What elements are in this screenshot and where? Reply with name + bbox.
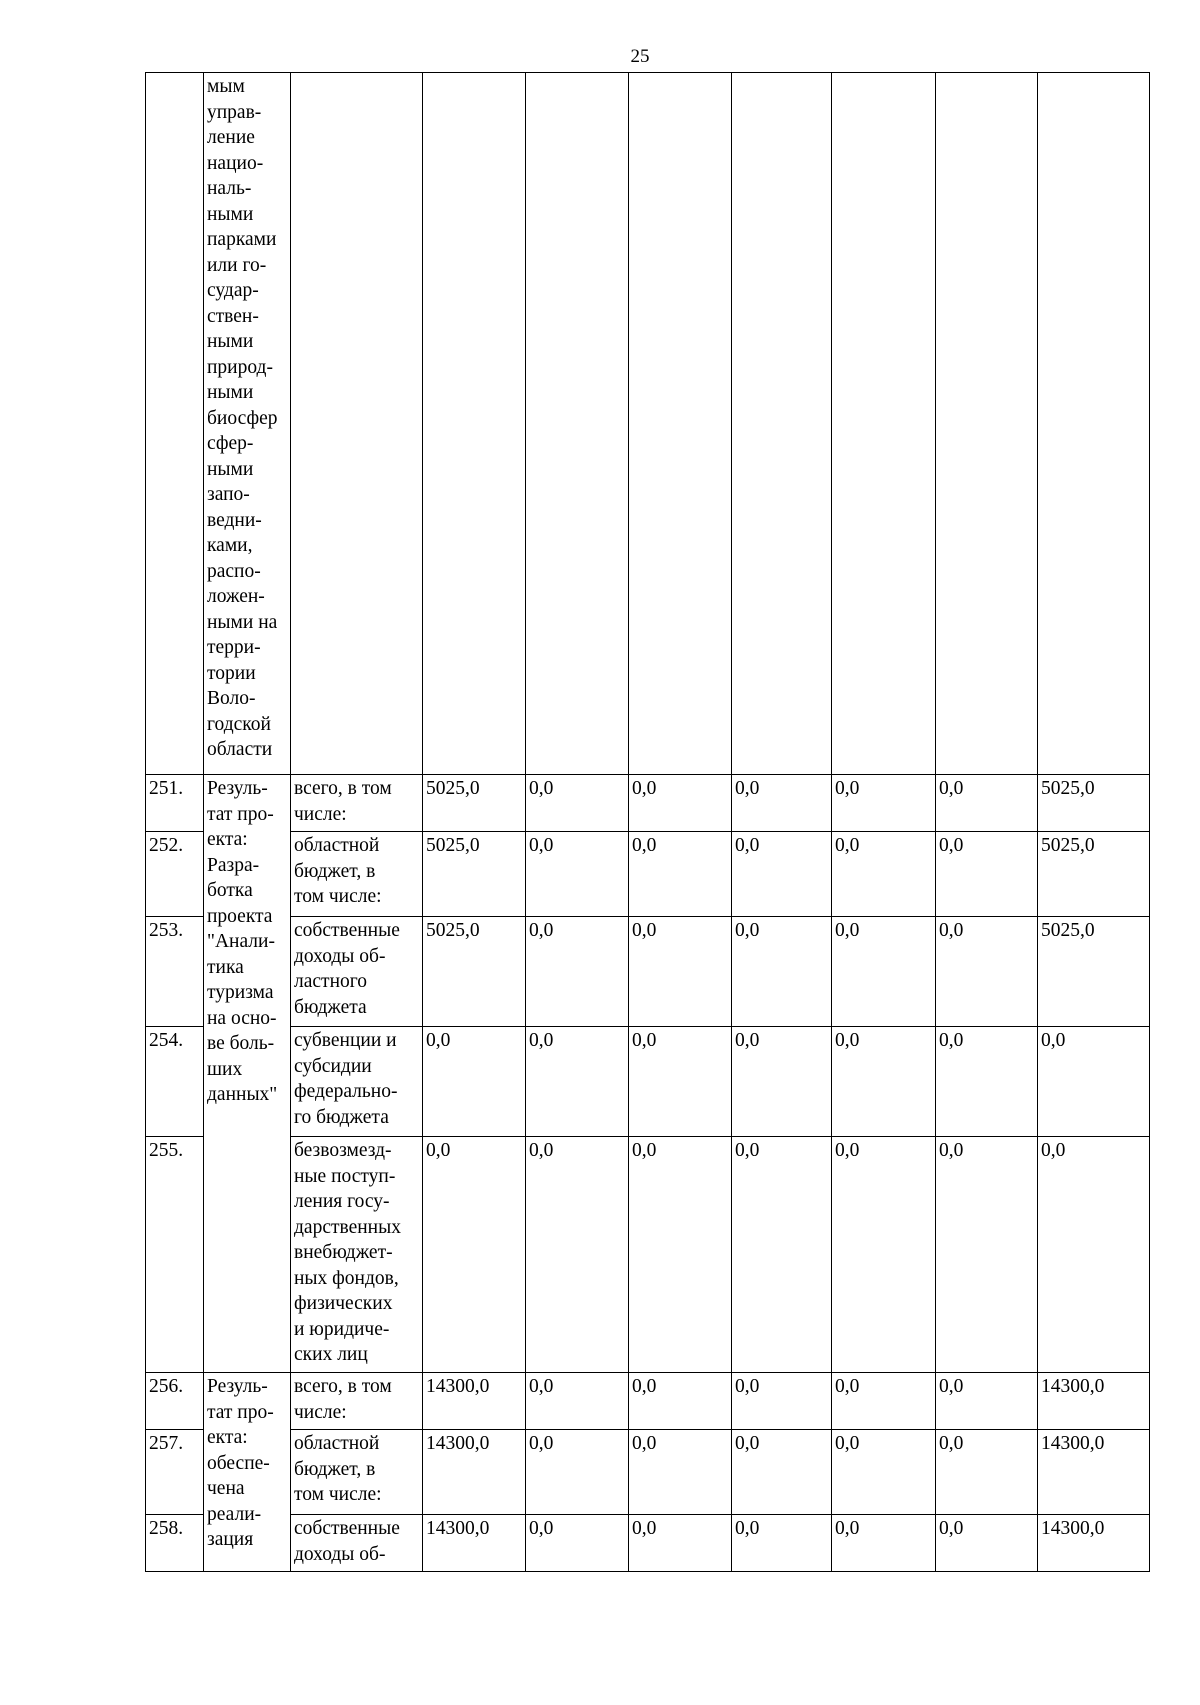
value-cell: 0,0: [629, 832, 732, 917]
value-cell: 0,0: [526, 917, 629, 1027]
page-number: 25: [630, 46, 650, 67]
table-row-continuation: [146, 73, 1150, 775]
value-cell: [526, 73, 629, 775]
value-cell: 14300,0: [1038, 1430, 1150, 1515]
source-cell: [291, 73, 423, 775]
name-cell: мым управ- ление нацио- наль- ными парками или го- судар- ствен- ными природ- ными биосфер сфер- ными запо- ведни- ками, распо- ложен- ными на терри- тории Воло- годской области: [204, 73, 291, 775]
value-cell: 0,0: [732, 832, 832, 917]
value-cell: 0,0: [732, 775, 832, 832]
value-cell: 0,0: [732, 1430, 832, 1515]
value-cell: 14300,0: [423, 1430, 526, 1515]
value-cell: 0,0: [936, 832, 1038, 917]
value-cell: 0,0: [526, 1137, 629, 1373]
num-cell: [146, 73, 204, 775]
table-row: [146, 1373, 1150, 1430]
funding-source: всего, в том числе:: [291, 1373, 423, 1430]
table-row: [146, 1430, 1150, 1515]
table-row: [146, 832, 1150, 917]
funding-source: безвозмезд- ные поступ- ления госу- дарственных внебюджет- ных фондов, физических и юридиче- ских лиц: [291, 1137, 423, 1373]
value-cell: 0,0: [1038, 1137, 1150, 1373]
value-cell: 0,0: [423, 1137, 526, 1373]
value-cell: 0,0: [936, 1373, 1038, 1430]
table-row: [146, 1137, 1150, 1373]
value-cell: [936, 73, 1038, 775]
value-cell: 0,0: [832, 1137, 936, 1373]
funding-source: субвенции и субсидии федерально- го бюджета: [291, 1027, 423, 1137]
value-cell: 5025,0: [1038, 775, 1150, 832]
value-cell: [732, 73, 832, 775]
value-cell: 0,0: [629, 1373, 732, 1430]
value-cell: 5025,0: [1038, 832, 1150, 917]
value-cell: 0,0: [526, 775, 629, 832]
value-cell: 0,0: [732, 1137, 832, 1373]
funding-source: областной бюджет, в том числе:: [291, 1430, 423, 1515]
value-cell: 0,0: [732, 1027, 832, 1137]
value-cell: [832, 73, 936, 775]
row-number: 251.: [146, 775, 204, 832]
value-cell: 0,0: [832, 1515, 936, 1572]
value-cell: 14300,0: [1038, 1373, 1150, 1430]
result-name-cell: Резуль- тат про- екта: Разра- ботка проекта "Анали- тика туризма на осно- ве боль- ших данных": [204, 775, 291, 1373]
value-cell: 0,0: [526, 1027, 629, 1137]
value-cell: 0,0: [423, 1027, 526, 1137]
value-cell: 0,0: [629, 1027, 732, 1137]
value-cell: 0,0: [832, 1430, 936, 1515]
value-cell: 0,0: [526, 1515, 629, 1572]
row-number: 254.: [146, 1027, 204, 1137]
value-cell: 0,0: [936, 1430, 1038, 1515]
row-number: 256.: [146, 1373, 204, 1430]
value-cell: [629, 73, 732, 775]
funding-source: всего, в том числе:: [291, 775, 423, 832]
value-cell: 0,0: [526, 1373, 629, 1430]
value-cell: 0,0: [1038, 1027, 1150, 1137]
table-row: [146, 1027, 1150, 1137]
value-cell: 14300,0: [423, 1515, 526, 1572]
value-cell: 14300,0: [423, 1373, 526, 1430]
value-cell: 0,0: [732, 917, 832, 1027]
value-cell: 5025,0: [423, 832, 526, 917]
row-number: 255.: [146, 1137, 204, 1373]
value-cell: 0,0: [936, 1137, 1038, 1373]
table-row: [146, 1515, 1150, 1572]
row-number: 252.: [146, 832, 204, 917]
value-cell: 5025,0: [423, 775, 526, 832]
value-cell: 0,0: [629, 775, 732, 832]
table-row: [146, 775, 1150, 832]
funding-source: областной бюджет, в том числе:: [291, 832, 423, 917]
value-cell: 5025,0: [1038, 917, 1150, 1027]
value-cell: 0,0: [832, 1027, 936, 1137]
value-cell: [1038, 73, 1150, 775]
value-cell: 0,0: [832, 1373, 936, 1430]
value-cell: 0,0: [526, 832, 629, 917]
funding-source: собственные доходы об-: [291, 1515, 423, 1572]
value-cell: 14300,0: [1038, 1515, 1150, 1572]
value-cell: 0,0: [629, 1515, 732, 1572]
value-cell: 0,0: [832, 832, 936, 917]
value-cell: 0,0: [629, 1137, 732, 1373]
value-cell: 5025,0: [423, 917, 526, 1027]
value-cell: 0,0: [732, 1373, 832, 1430]
funding-source: собственные доходы об- ластного бюджета: [291, 917, 423, 1027]
row-number: 257.: [146, 1430, 204, 1515]
value-cell: 0,0: [629, 1430, 732, 1515]
value-cell: 0,0: [629, 917, 732, 1027]
value-cell: 0,0: [832, 775, 936, 832]
table-row: [146, 917, 1150, 1027]
value-cell: 0,0: [936, 1515, 1038, 1572]
value-cell: 0,0: [832, 917, 936, 1027]
value-cell: 0,0: [936, 917, 1038, 1027]
row-number: 258.: [146, 1515, 204, 1572]
row-number: 253.: [146, 917, 204, 1027]
value-cell: 0,0: [936, 775, 1038, 832]
table-body: [146, 73, 1150, 1572]
value-cell: [423, 73, 526, 775]
budget-table: [145, 72, 1150, 1572]
value-cell: 0,0: [732, 1515, 832, 1572]
value-cell: 0,0: [936, 1027, 1038, 1137]
value-cell: 0,0: [526, 1430, 629, 1515]
result-name-cell: Резуль- тат про- екта: обеспе- чена реали- зация: [204, 1373, 291, 1572]
